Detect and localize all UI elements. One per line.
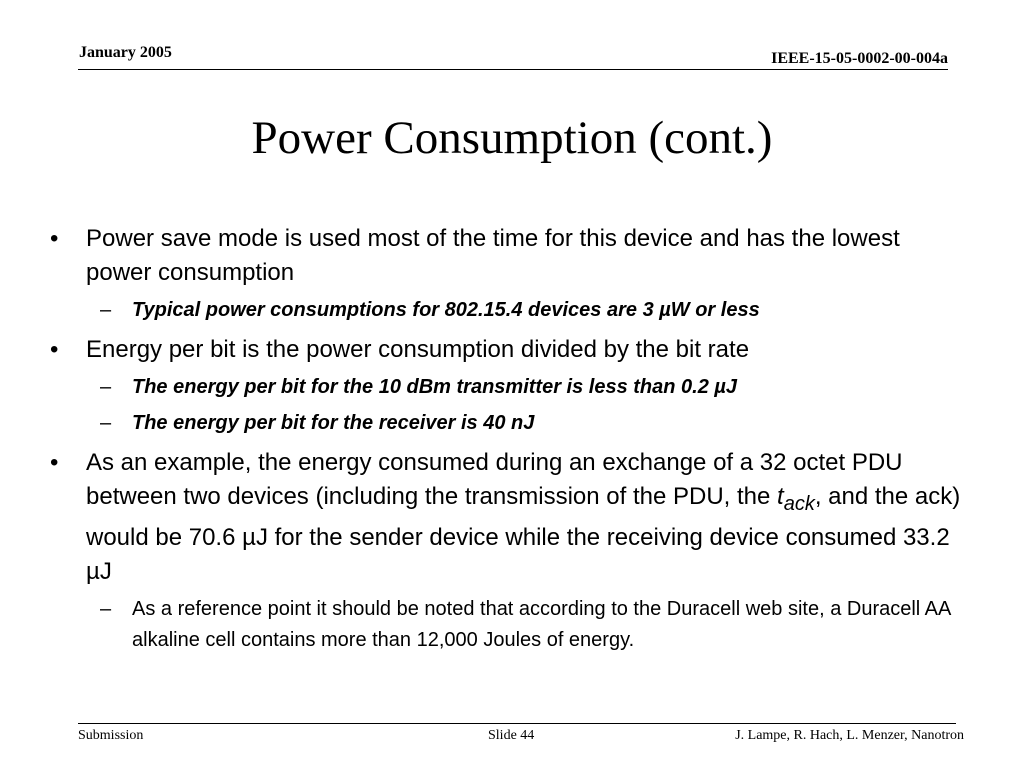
sub-bullet-item	[50, 372, 970, 403]
bullet-text	[86, 449, 960, 585]
bullet-text: Power save mode is used most of the time for this device and has the lowest power consumption	[86, 225, 900, 286]
sub-bullet-text: The energy per bit for the 10 dBm transmitter is less than 0.2 µJ	[132, 376, 738, 398]
bullet-marker: •	[50, 449, 59, 476]
bullet-item	[50, 222, 970, 290]
dash-marker: –	[100, 299, 112, 321]
slide-body	[50, 222, 970, 656]
t-ack-symbol: t	[777, 483, 784, 510]
footer-authors: J. Lampe, R. Hach, L. Menzer, Nanotron	[735, 728, 964, 743]
sub-bullet-text: Typical power consumptions for 802.15.4 devices are 3 µW or less	[132, 299, 760, 321]
bullet-marker: •	[50, 336, 59, 363]
t-ack-subscript-text: ack	[783, 492, 815, 515]
footer-slide-number: Slide 44	[488, 728, 535, 743]
sub-bullet-item	[50, 594, 970, 656]
slide-title: Power Consumption (cont.)	[251, 112, 773, 164]
bullet-text-end: , and the ack) would be 70.6 µJ for the sender device while the receiving device consumed 33.2 µJ	[86, 483, 961, 585]
bullet-item	[50, 333, 970, 367]
bullet-marker: •	[50, 225, 59, 252]
dash-marker: –	[100, 412, 112, 434]
dash-marker: –	[100, 597, 112, 620]
bullet-text: Energy per bit is the power consumption divided by the bit rate	[86, 336, 750, 363]
sub-bullet-text: The energy per bit for the receiver is 40 nJ	[132, 412, 535, 434]
dash-marker: –	[100, 376, 112, 398]
sub-bullet-item	[50, 295, 970, 326]
header-date: January 2005	[79, 44, 172, 61]
header-divider	[78, 69, 948, 70]
bullet-item	[50, 446, 970, 589]
sub-bullet-item	[50, 408, 970, 439]
header-document-id: IEEE-15-05-0002-00-004a	[771, 50, 948, 67]
bullet-text-start: As an example, the energy consumed during an exchange of a 32 octet PDU between two devices (including the transmission of the PDU, the	[86, 449, 903, 510]
footer-submission: Submission	[78, 728, 144, 743]
footer-divider	[78, 723, 956, 724]
t-ack-subscript	[784, 493, 815, 515]
sub-bullet-text: As a reference point it should be noted that according to the Duracell web site, a Duracell AA alkaline cell contains more than 12,000 Joules of energy.	[132, 597, 951, 651]
